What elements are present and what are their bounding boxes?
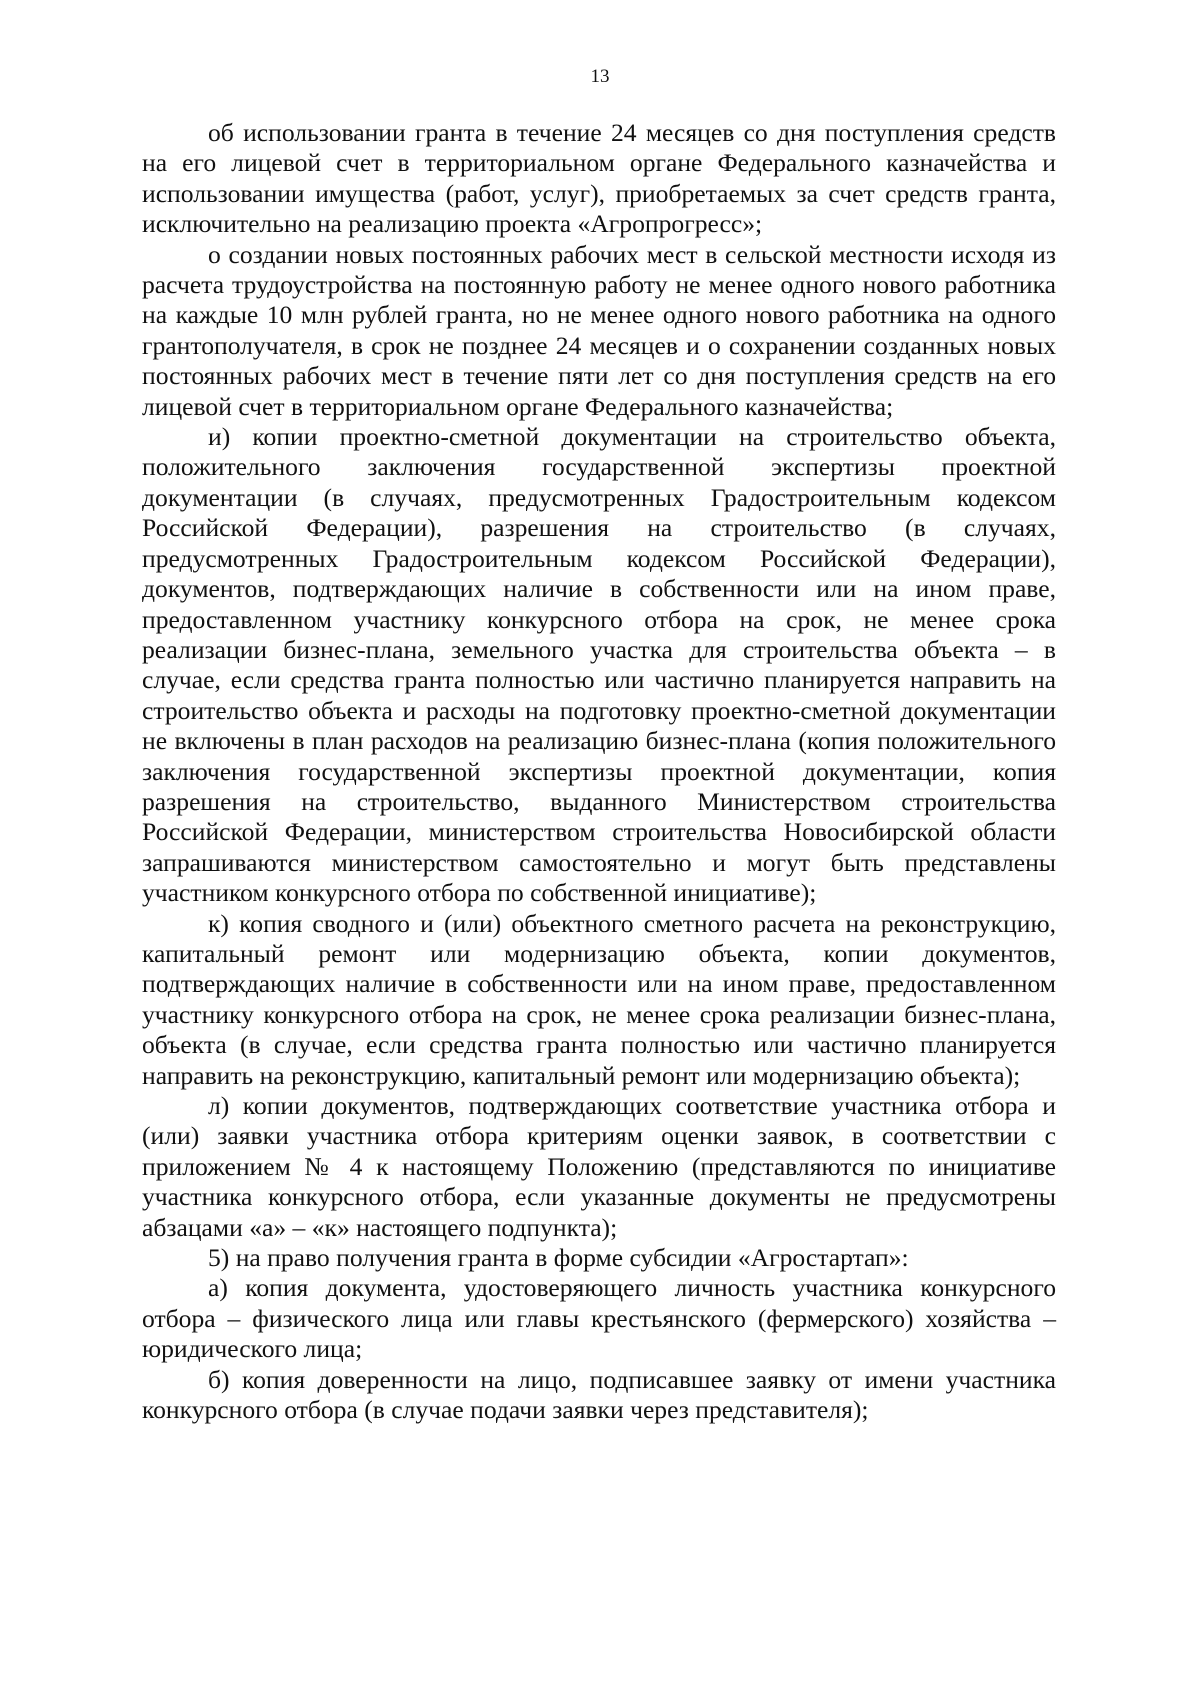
paragraph-item-i: и) копии проектно-сметной документации на строительство объекта, положительного заключения государственной экспертизы проектной документации (в случаях, предусмотренных Градостроительным кодексом Российской Федерации), разрешения на строительство (в случаях, предусмотренных Градостроительным кодексом Российской Федерации), документов, подтверждающих наличие в собственности или на ином праве, предоставленном участнику конкурсного отбора на срок, не менее срока реализации бизнес-плана, земельного участка для строительства объекта – в случае, если средства гранта полностью или частично планируется направить на строительство объекта и расходы на подготовку проектно-сметной документации не включены в план расходов на реализацию бизнес-плана (копия положительного заключения государственной экспертизы проектной документации, копия разрешения на строительство, выданного Министерством строительства Российской Федерации, министерством строительства Новосибирской области запрашиваются министерством самостоятельно и могут быть представлены участником конкурсного отбора по собственной инициативе); (142, 422, 1056, 908)
paragraph-grant-usage-obligation: об использовании гранта в течение 24 месяцев со дня поступления средств на его лицевой счет в территориальном органе Федерального казначейства и использовании имущества (работ, услуг), приобретаемых за счет средств гранта, исключительно на реализацию проекта «Агропрогресс»; (142, 118, 1056, 239)
document-body (142, 118, 1056, 1425)
paragraph-item-k: к) копия сводного и (или) объектного сметного расчета на реконструкцию, капитальный ремонт или модернизацию объекта, копии документов, подтверждающих наличие в собственности или на ином праве, предоставленном участнику конкурсного отбора на срок, не менее срока реализации бизнес-плана, объекта (в случае, если средства гранта полностью или частично планируется направить на реконструкцию, капитальный ремонт или модернизацию объекта); (142, 908, 1056, 1090)
paragraph-new-jobs-obligation: о создании новых постоянных рабочих мест в сельской местности исходя из расчета трудоустройства на постоянную работу не менее одного нового работника на каждые 10 млн рублей гранта, но не менее одного нового работника на одного грантополучателя, в срок не позднее 24 месяцев и о сохранении созданных новых постоянных рабочих мест в течение пяти лет со дня поступления средств на его лицевой счет в территориальном органе Федерального казначейства; (142, 239, 1056, 421)
paragraph-item-b: б) копия доверенности на лицо, подписавшее заявку от имени участника конкурсного отбора (в случае подачи заявки через представителя); (142, 1364, 1056, 1425)
paragraph-item-l: л) копии документов, подтверждающих соответствие участника отбора и (или) заявки участника отбора критериям оценки заявок, в соответствии с приложением № 4 к настоящему Положению (представляются по инициативе участника конкурсного отбора, если указанные документы не предусмотрены абзацами «а» – «к» настоящего подпункта); (142, 1091, 1056, 1242)
page-number: 13 (590, 66, 610, 87)
paragraph-section-5-heading: 5) на право получения гранта в форме субсидии «Агростартап»: (208, 1243, 909, 1273)
paragraph-item-a: а) копия документа, удостоверяющего личность участника конкурсного отбора – физического лица или главы крестьянского (фермерского) хозяйства – юридического лица; (142, 1273, 1056, 1364)
